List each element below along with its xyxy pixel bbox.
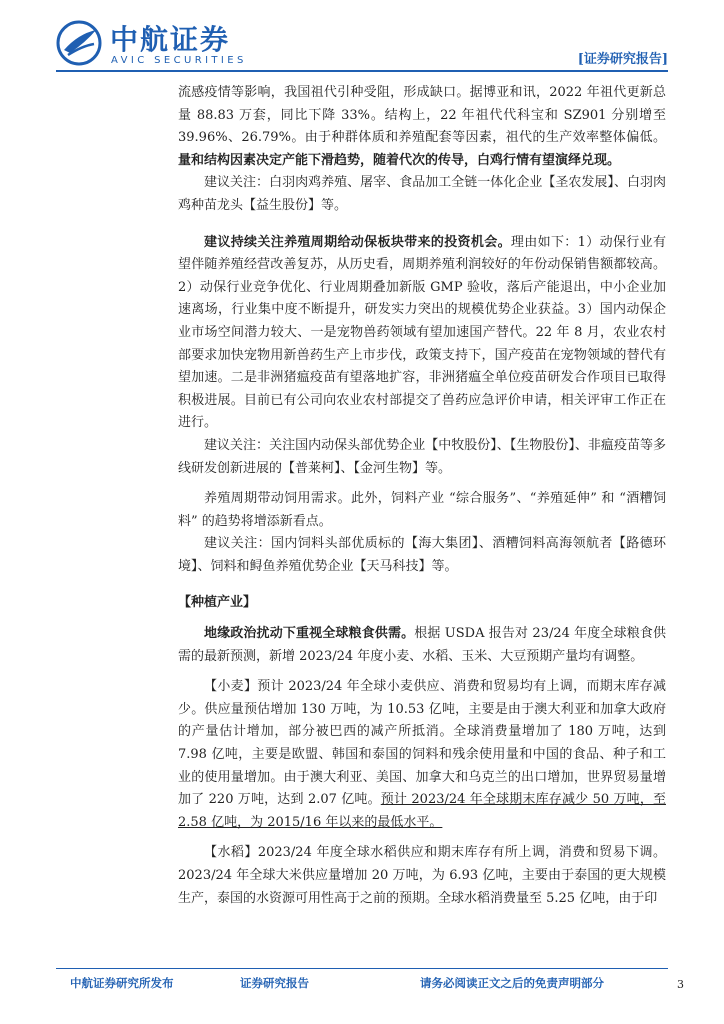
paragraph-feed-picks: 建议关注：国内饲料头部优质标的【海大集团】、酒糟饲料高海领航者【路德环境】、饲料和鲟鱼养殖优势企业【天马科技】等。 — [178, 536, 666, 574]
paragraph-grain-supply: 地缘政治扰动下重视全球粮食供需。根据 USDA 报告对 23/24 年度全球粮食供需的最新预测，新增 2023/24 年度小麦、水稻、玉米、大豆预期产量均有调整。 — [178, 626, 666, 664]
paragraph-animal-health-picks: 建议关注：关注国内动保头部优势企业【中牧股份】、【生物股份】、非瘟疫苗等多线研发创新进展的【普莱柯】、【金河生物】等。 — [178, 437, 666, 476]
logo-text-en: AVIC SECURITIES — [111, 55, 247, 66]
bold-conclusion: 量和结构因素决定产能下滑趋势，随着代次的传导，白鸡行情有望演绎兑现。 — [178, 152, 621, 168]
page-header — [0, 0, 724, 80]
page-number: 3 — [677, 978, 684, 991]
paragraph-feed: 养殖周期带动饲用需求。此外，饲料产业 “综合服务”、“养殖延伸” 和 “酒糟饲料” 的趋势将增添新看点。 — [178, 491, 666, 529]
report-body — [178, 82, 666, 910]
avic-logo-icon — [56, 20, 102, 66]
report-type-label: [证券研究报告] — [577, 52, 668, 67]
footer-disclaimer: 请务必阅读正文之后的免责声明部分 — [420, 976, 604, 990]
header-divider — [56, 70, 668, 72]
paragraph-poultry-picks: 建议关注：白羽肉鸡养殖、屠宰、食品加工全链一体化企业【圣农发展】、白羽肉鸡种苗龙头【益生股份】等。 — [178, 175, 666, 213]
section-title-planting: 【种植产业】 — [178, 595, 257, 611]
footer-publisher: 中航证券研究所发布 — [70, 976, 174, 990]
paragraph-poultry-supply: 流感疫情等影响，我国祖代引种受阻，形成缺口。据博亚和讯，2022 年祖代更新总量 88.83 万套，同比下降 33%。结构上，22 年祖代代科宝和 SZ901 分别增至 39.96%、26.79%。由于种群体质和养殖配套等因素，祖代的生产效率整体偏低。量和结构因素决定产能下滑趋势，随着代次的传导，白鸡行情有望演绎兑现。 — [178, 85, 666, 168]
paragraph-animal-health: 建议持续关注养殖周期给动保板块带来的投资机会。理由如下：1）动保行业有望伴随养殖经营改善复苏，从历史看，周期养殖利润较好的年份动保销售额都较高。2）动保行业竞争优化、行业周期叠加新版 GMP 验收，落后产能退出，中小企业加速离场，行业集中度不断提升，研发实力突出的规模优势企业获益。3）国内动保企业市场空间潜力较大、一是宠物兽药领域有望加速国产替代。22 年 8 月，农业农村部要求加快宠物用新兽药生产上市步伐，政策支持下，国产疫苗在宠物领域的替代有望加速。二是非洲猪瘟疫苗有望落地扩容，非洲猪瘟全单位疫苗研发合作项目已取得积极进展。目前已有公司向农业农村部提交了兽药应急评价申请，相关评审工作正在进行。 — [178, 234, 666, 431]
paragraph-rice: 【水稻】2023/24 年度全球水稻供应和期末库存有所上调，消费和贸易下调。2023/24 年全球大米供应量增加 20 万吨，为 6.93 亿吨，主要由于泰国的更大规模生产，泰国的水资源可用性高于之前的预期。全球水稻消费量至 5.25 亿吨，由于印 — [178, 845, 666, 906]
logo-text-cn: 中航证券 — [110, 23, 231, 56]
underlined-conclusion: 预计 2023/24 年全球期末库存减少 50 万吨，至 2.58 亿吨，为 2015/16 年以来的最低水平。 — [178, 792, 666, 830]
bold-lead: 建议持续关注养殖周期给动保板块带来的投资机会。 — [204, 234, 511, 250]
footer-divider — [56, 968, 668, 969]
bold-lead: 地缘政治扰动下重视全球粮食供需。 — [204, 626, 415, 642]
footer-report-type: 证券研究报告 — [240, 976, 309, 990]
paragraph-wheat: 【小麦】预计 2023/24 年全球小麦供应、消费和贸易均有上调，而期末库存减少。供应量预估增加 130 万吨，为 10.53 亿吨，主要是由于澳大利亚和加拿大政府的产量估计增加，部分被巴西的减产所抵消。全球消费量增加了 180 万吨，达到 7.98 亿吨，主要是欧盟、韩国和泰国的饲料和残余使用量和中国的食品、种子和工业的使用量增加。由于澳大利亚、美国、加拿大和乌克兰的出口增加，世界贸易量增加了 220 万吨，达到 2.07 亿吨。预计 2023/24 年全球期末库存减少 50 万吨，至 2.58 亿吨，为 2015/16 年以来的最低水平。 — [178, 679, 666, 830]
